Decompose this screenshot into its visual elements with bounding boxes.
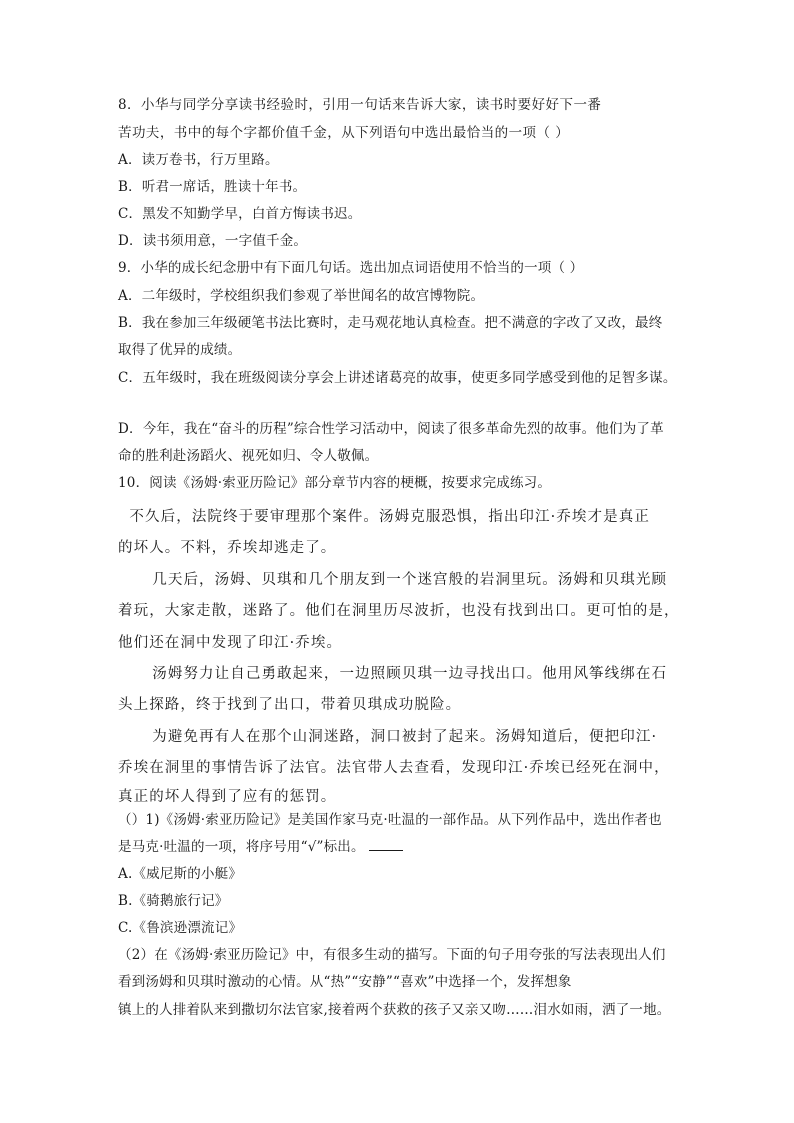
q8-option-b: B．听君一席话，胜读十年书。 — [118, 179, 307, 195]
sub2-line1: （2）在《汤姆·索亚历险记》中，有很多生动的描写。下面的句子用夸张的写法表现出人们 — [118, 947, 666, 963]
passage-line: 不久后，法院终于要审理那个案件。汤姆克服恐惧，指出印江·乔埃才是真正 — [118, 509, 650, 525]
passage-line: 的坏人。不料，乔埃却逃走了。 — [118, 540, 337, 556]
sub1-line2: 是马克·吐温的一项，将序号用“√”标出。 — [118, 839, 365, 855]
passage-line: 真正的坏人得到了应有的惩罚。 — [118, 789, 337, 805]
passage-line: 乔埃在洞里的事情告诉了法官。法官带人去查看，发现印江·乔埃已经死在洞中， — [118, 760, 670, 776]
q8-option-a: A．读万卷书，行万里路。 — [118, 152, 279, 168]
q9-option-d-line1: D．今年，我在“奋斗的历程”综合性学习活动中，阅读了很多革命先烈的故事。他们为了革 — [118, 421, 664, 437]
q8-option-d: D．读书须用意，一字值千金。 — [118, 233, 308, 249]
sub1-option-c: C.《鲁滨逊漂流记》 — [118, 920, 243, 936]
sub2-line2: 看到汤姆和贝琪时激动的心情。从“热”“安静”“喜欢”中选择一个，发挥想象 — [118, 974, 572, 990]
sub2-line3: 镇上的人排着队来到撒切尔法官家,接着两个获救的孩子又亲又吻……泪水如雨，洒了一地。 — [118, 1002, 671, 1018]
q10-stem: 10．阅读《汤姆·索亚历险记》部分章节内容的梗概，按要求完成练习。 — [118, 475, 552, 491]
q8-stem-line1: 8．小华与同学分享读书经验时，引用一句话来告诉大家，读书时要好好下一番 — [118, 97, 602, 113]
sub1-option-a: A.《威尼斯的小艇》 — [118, 866, 243, 882]
passage-line: 几天后，汤姆、贝琪和几个朋友到一个迷宫般的岩洞里玩。汤姆和贝琪光顾 — [118, 572, 668, 588]
passage-line: 汤姆努力让自己勇敢起来，一边照顾贝琪一边寻找出口。他用风筝线绑在石 — [118, 666, 668, 682]
passage-line: 他们还在洞中发现了印江·乔埃。 — [118, 635, 343, 651]
q9-stem: 9．小华的成长纪念册中有下面几句话。选出加点词语使用不恰当的一项（ ） — [118, 260, 584, 276]
q8-option-c: C．黑发不知勤学早，白首方悔读书迟。 — [118, 206, 362, 222]
answer-blank — [369, 838, 403, 851]
q9-option-c: C．五年级时，我在班级阅读分享会上讲述诸葛亮的故事，使更多同学感受到他的足智多谋。 — [118, 370, 677, 386]
q8-stem-line2: 苦功夫，书中的每个字都价值千金，从下列语句中选出最恰当的一项（ ） — [118, 125, 570, 141]
sub1-line1: （）1)《汤姆·索亚历险记》是美国作家马克·吐温的一部作品。从下列作品中，选出作者也 — [118, 812, 662, 828]
q9-option-b-line1: B．我在参加三年级硬笔书法比赛时，走马观花地认真检查。把不满意的字改了又改，最终 — [118, 315, 663, 331]
q9-option-b-line2: 取得了优异的成绩。 — [118, 342, 242, 358]
q9-option-d-line2: 命的胜利赴汤蹈火、视死如归、令人敬佩。 — [118, 448, 379, 464]
passage-line: 着玩，大家走散，迷路了。他们在洞里历尽波折，也没有找到出口。更可怕的是， — [118, 603, 680, 619]
sub1-line2-wrap — [118, 838, 678, 856]
passage-line: 为避免再有人在那个山洞迷路，洞口被封了起来。汤姆知道后，便把印江· — [118, 729, 658, 745]
passage-line: 头上探路，终于找到了出口，带着贝琪成功脱险。 — [118, 697, 462, 713]
sub1-option-b: B.《骑鹅旅行记》 — [118, 893, 229, 909]
q9-option-a: A．二年级时，学校组织我们参观了举世闻名的故宫博物院。 — [118, 288, 485, 304]
